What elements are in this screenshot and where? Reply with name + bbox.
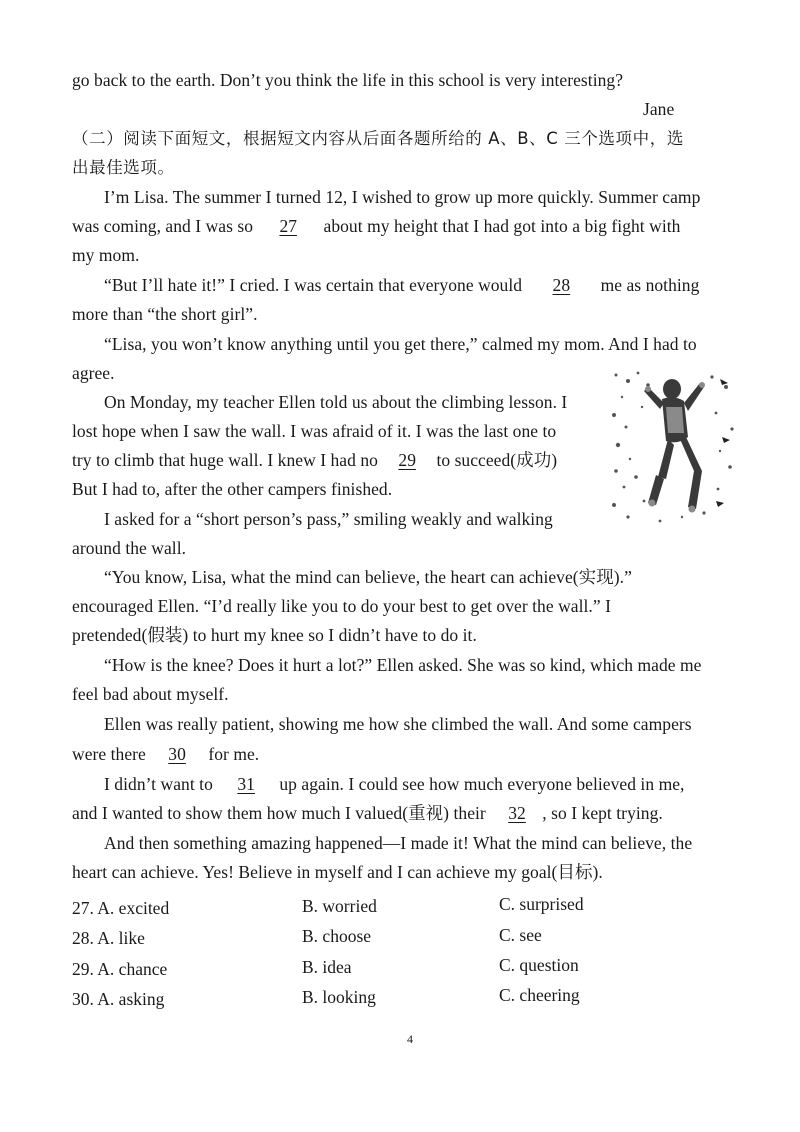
text-segment: try to climb that huge wall. I knew I had no [72,450,378,470]
page-number: 4 [407,1032,413,1046]
paragraph-line: my mom. [72,245,140,265]
text-segment: to succeed(成功) [436,450,558,470]
paragraph-line: On Monday, my teacher Ellen told us about the climbing lesson. I [104,392,568,412]
blank-32: 32 [508,803,526,823]
option-30-c: C. cheering [499,985,580,1005]
text-segment: “But I’ll hate it!” I cried. I was certain that everyone would [104,275,523,295]
paragraph-line: more than “the short girl”. [72,304,258,324]
passage-tail: go back to the earth. Don’t you think the life in this school is very interesting? [72,70,624,90]
blank-27: 27 [279,216,298,236]
paragraph-line: agree. [72,363,115,383]
text-segment: I didn’t want to [104,774,213,794]
climbing-wall-illustration [608,367,740,525]
text-segment: me as nothing [600,275,700,295]
option-27-a: 27. A. excited [72,898,170,918]
blank-28: 28 [552,275,571,295]
paragraph-line: pretended(假装) to hurt my knee so I didn’t have to do it. [72,625,477,645]
option-28-a: 28. A. like [72,928,145,948]
paragraph-line: “Lisa, you won’t know anything until you get there,” calmed my mom. And I had to [104,334,697,354]
paragraph-line: I’m Lisa. The summer I turned 12, I wished to grow up more quickly. Summer camp [104,187,701,207]
text-segment: up again. I could see how much everyone believed in me, [279,774,685,794]
paragraph-line: encouraged Ellen. “I’d really like you to do your best to get over the wall.” I [72,596,611,616]
text-segment: about my height that I had got into a big fight with [323,216,681,236]
paragraph-line: I asked for a “short person’s pass,” smiling weakly and walking [104,509,553,529]
option-28-c: C. see [499,925,542,945]
paragraph-line: feel bad about myself. [72,684,229,704]
paragraph-line [72,449,557,471]
blank-31: 31 [237,774,255,794]
text-segment: were there [72,744,146,764]
option-27-b: B. worried [302,896,377,916]
blank-30: 30 [168,744,186,764]
paragraph-line [72,743,259,765]
paragraph-line: And then something amazing happened—I made it! What the mind can believe, the [104,833,693,853]
paragraph-line: heart can achieve. Yes! Believe in myself and I can achieve my goal(目标). [72,862,603,882]
text-segment: and I wanted to show them how much I valued(重视) their [72,803,486,823]
paragraph-line: “You know, Lisa, what the mind can believe, the heart can achieve(实现).” [104,567,632,587]
paragraph-line: lost hope when I saw the wall. I was afraid of it. I was the last one to [72,421,557,441]
paragraph-line: Ellen was really patient, showing me how she climbed the wall. And some campers [104,714,692,734]
text-segment: was coming, and I was so [72,216,254,236]
paragraph-line [72,215,680,237]
section-instruction: （二）阅读下面短文，根据短文内容从后面各题所给的 A、B、C 三个选项中，选 [72,129,684,148]
text-segment: for me. [208,744,260,764]
option-29-a: 29. A. chance [72,959,168,979]
option-29-b: B. idea [302,957,352,977]
option-28-b: B. choose [302,926,372,946]
paragraph-line: But I had to, after the other campers finished. [72,479,393,499]
paragraph-line [72,802,663,824]
option-29-c: C. question [499,955,579,975]
option-30-a: 30. A. asking [72,989,165,1009]
text-segment: , so I kept trying. [542,803,663,823]
paragraph-line: “How is the knee? Does it hurt a lot?” Ellen asked. She was so kind, which made me [104,655,702,675]
blank-29: 29 [398,450,416,470]
paragraph-line: around the wall. [72,538,187,558]
option-30-b: B. looking [302,987,376,1007]
signature: Jane [643,99,675,119]
paragraph-line [104,274,699,296]
section-instruction-cont: 出最佳选项。 [72,158,175,177]
paragraph-line [104,773,684,795]
option-27-c: C. surprised [499,894,584,914]
